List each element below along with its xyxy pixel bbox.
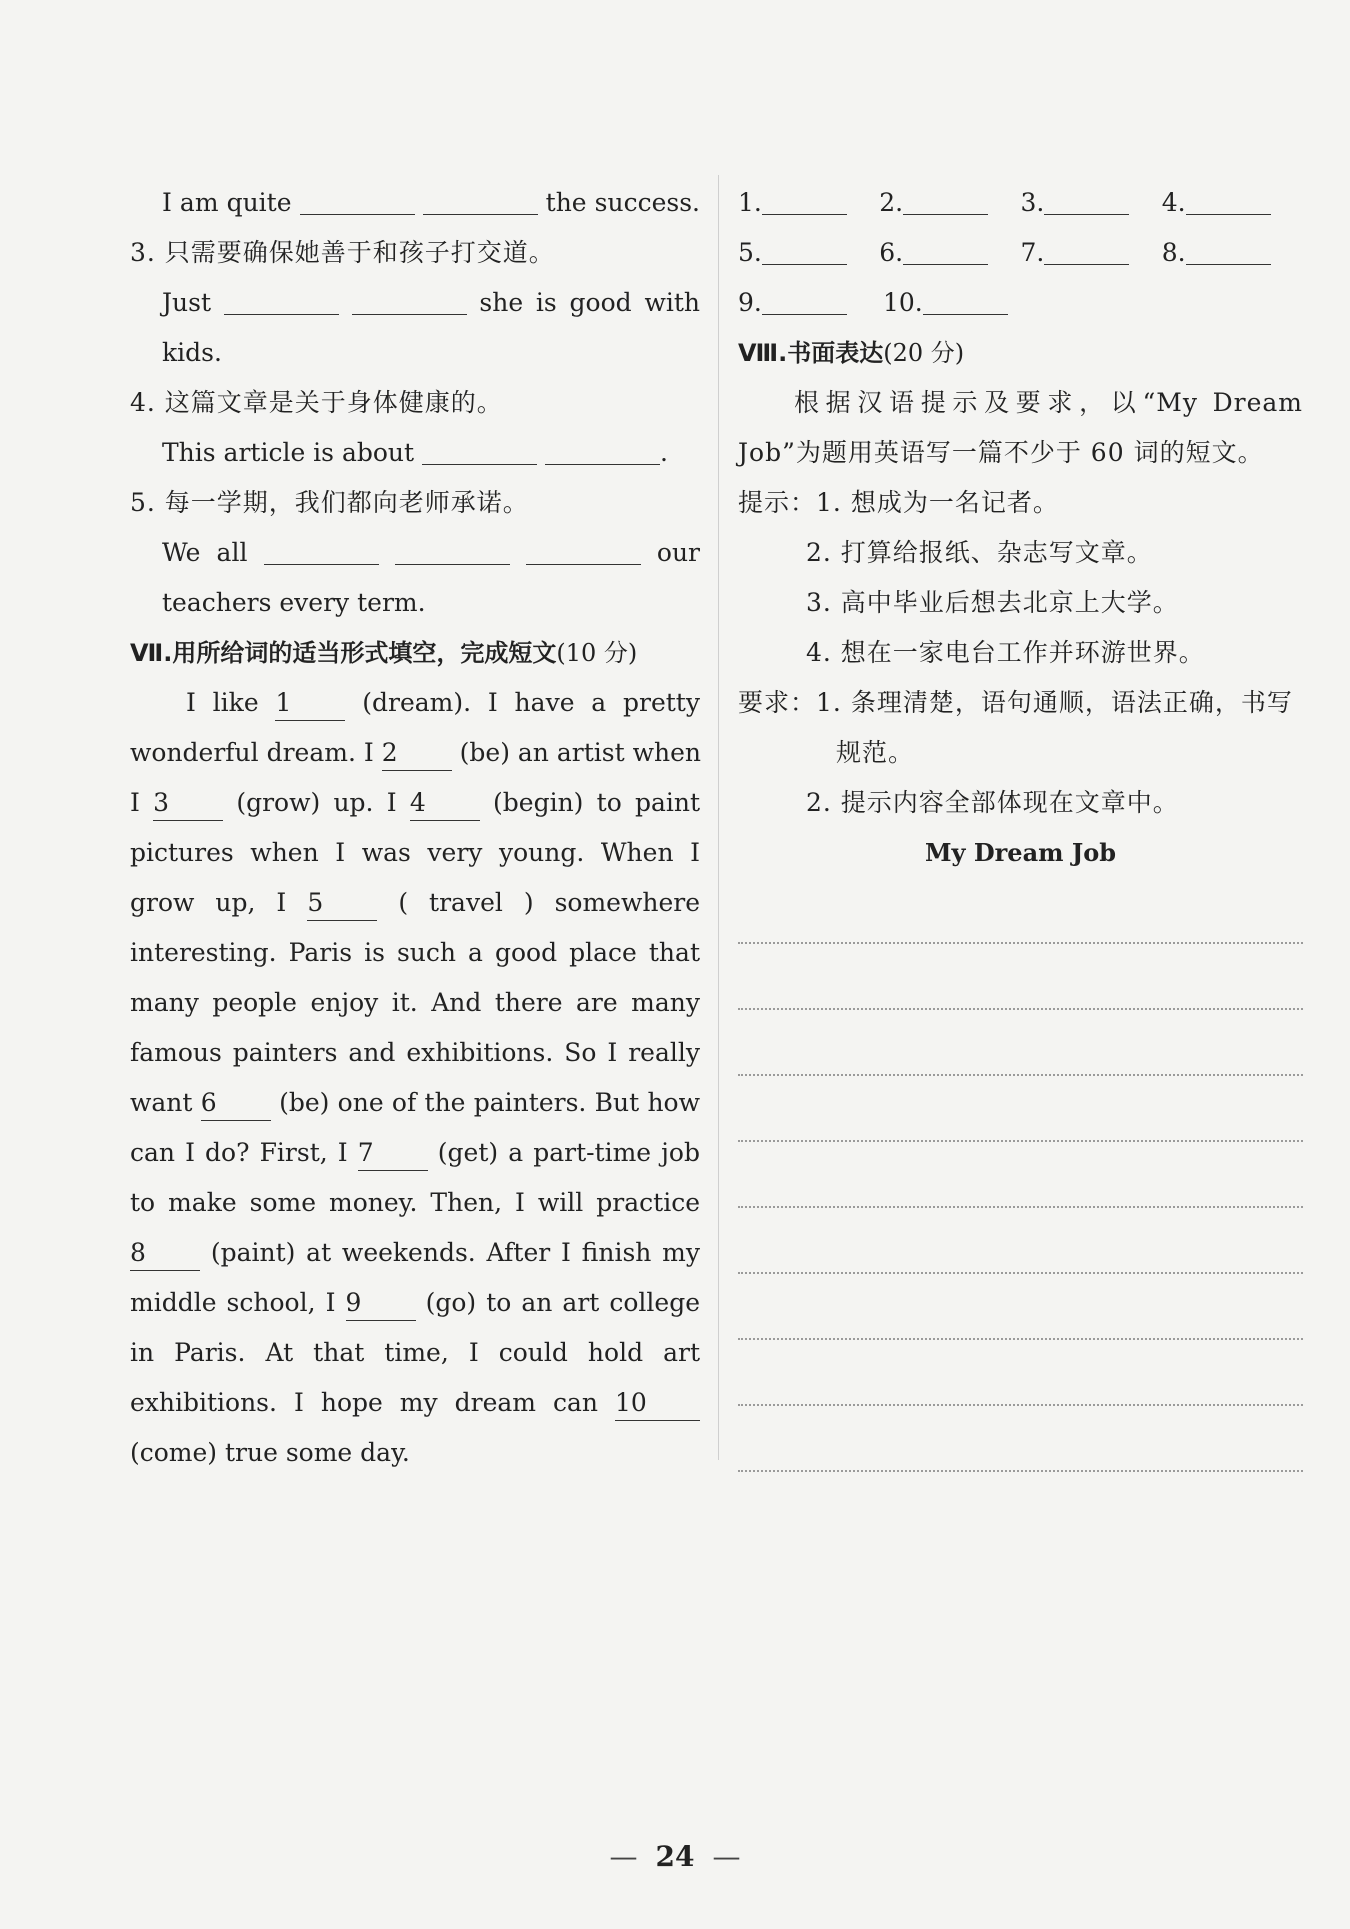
passage-line-3 — [130, 778, 700, 828]
left-column — [130, 178, 700, 1478]
answer-item-7 — [1021, 228, 1162, 278]
answer-label: 10. — [883, 288, 923, 317]
passage-text: (go) to an art college — [425, 1288, 701, 1317]
q5-english-line — [130, 528, 700, 578]
passage-line-5 — [130, 878, 700, 928]
dash-right: — — [712, 1840, 741, 1873]
writing-line[interactable] — [738, 1208, 1303, 1274]
instruction-line-1: 根据汉语提示及要求，以“My Dream — [794, 388, 1303, 417]
writing-line[interactable] — [738, 944, 1303, 1010]
passage-text: (get) a part-time job — [437, 1138, 700, 1167]
cloze-blank-3[interactable]: 3 — [153, 786, 223, 821]
right-column — [738, 178, 1303, 1472]
answer-label: 7. — [1020, 238, 1045, 267]
hint-item: 1. 想成为一名记者。 — [816, 488, 1059, 517]
instruction-line-2: Job”为题用英语写一篇不少于 60 词的短文。 — [738, 438, 1264, 467]
answer-item-2 — [879, 178, 1020, 228]
q3-english-line — [130, 278, 700, 328]
writing-line[interactable] — [738, 1010, 1303, 1076]
passage-line-16: (come) true some day. — [130, 1438, 410, 1467]
answer-blank-2[interactable] — [903, 184, 988, 215]
cloze-blank-4[interactable]: 4 — [410, 786, 480, 821]
section-8-score: (20 分) — [883, 339, 965, 367]
q4-text-pre: This article is about — [162, 438, 415, 467]
answer-row-3 — [738, 278, 1303, 328]
passage-text: (grow) up. I — [236, 788, 397, 817]
passage-text: exhibitions. I hope my dream can — [130, 1388, 598, 1417]
q2-blank-2[interactable] — [423, 184, 538, 215]
q2-english-line — [130, 178, 700, 228]
q4-english-line — [130, 428, 700, 478]
answer-row-1 — [738, 178, 1303, 228]
cloze-blank-9[interactable]: 9 — [346, 1286, 416, 1321]
q5-continuation: teachers every term. — [162, 588, 426, 617]
writing-line[interactable] — [738, 1076, 1303, 1142]
cloze-blank-10[interactable]: 10 — [615, 1386, 700, 1421]
answer-blank-9[interactable] — [762, 284, 847, 315]
cloze-blank-7[interactable]: 7 — [358, 1136, 428, 1171]
q5-chinese: 5. 每一学期，我们都向老师承诺。 — [130, 488, 529, 517]
cloze-blank-8[interactable]: 8 — [130, 1236, 200, 1271]
writing-line[interactable] — [738, 1142, 1303, 1208]
requirement-line-2: 2. 提示内容全部体现在文章中。 — [806, 788, 1179, 817]
hint-line-3: 3. 高中毕业后想去北京上大学。 — [806, 588, 1179, 617]
cloze-blank-6[interactable]: 6 — [201, 1086, 271, 1121]
q4-text-post: . — [659, 438, 668, 467]
dash-left: — — [609, 1840, 638, 1873]
passage-text: wonderful dream. I — [130, 738, 374, 767]
hint-line-4: 4. 想在一家电台工作并环游世界。 — [806, 638, 1205, 667]
passage-text: (begin) to paint — [493, 788, 701, 817]
answer-label: 4. — [1161, 188, 1186, 217]
section-8-title: 书面表达 — [787, 339, 884, 367]
answer-label: 9. — [738, 288, 762, 317]
answer-label: 6. — [879, 238, 904, 267]
answer-item-5 — [738, 228, 879, 278]
requirement-item: 1. 条理清楚，语句通顺，语法正确，书写 — [816, 688, 1293, 717]
answer-blank-1[interactable] — [762, 184, 847, 215]
q2-text-post: the success. — [545, 188, 700, 217]
answer-label: 1. — [738, 188, 762, 217]
passage-line-9 — [130, 1078, 700, 1128]
requirement-label: 要求： — [738, 688, 817, 717]
requirement-line-1-cont: 规范。 — [836, 738, 915, 767]
q5-blank-3[interactable] — [526, 534, 641, 565]
section-7-title: 用所给词的适当形式填空，完成短文 — [172, 639, 557, 667]
q3-blank-2[interactable] — [352, 284, 467, 315]
hint-line-2: 2. 打算给报纸、杂志写文章。 — [806, 538, 1153, 567]
passage-line-15 — [130, 1378, 700, 1428]
answer-item-8 — [1162, 228, 1303, 278]
passage-line-12 — [130, 1228, 700, 1278]
writing-line[interactable] — [738, 1340, 1303, 1406]
q3-text-pre: Just — [162, 288, 211, 317]
essay-title: My Dream Job — [924, 838, 1117, 867]
answer-label: 5. — [738, 238, 762, 267]
writing-line[interactable] — [738, 878, 1303, 944]
cloze-blank-5[interactable]: 5 — [307, 886, 377, 921]
writing-line[interactable] — [738, 1274, 1303, 1340]
passage-text: I like — [186, 688, 259, 717]
answer-item-1 — [738, 178, 879, 228]
passage-text: grow up, I — [130, 888, 287, 917]
answer-row-2 — [738, 228, 1303, 278]
passage-line-10 — [130, 1128, 700, 1178]
passage-line-13 — [130, 1278, 700, 1328]
hint-label: 提示： — [738, 488, 817, 517]
q3-blank-1[interactable] — [224, 284, 339, 315]
column-divider — [718, 175, 719, 1460]
passage-line-11: to make some money. Then, I will practice — [130, 1188, 700, 1217]
passage-text: middle school, I — [130, 1288, 336, 1317]
requirement-line-1 — [738, 678, 1303, 728]
passage-text: want — [130, 1088, 193, 1117]
passage-line-6: interesting. Paris is such a good place that — [130, 938, 700, 967]
answer-blank-8[interactable] — [1186, 234, 1271, 265]
q5-text-pre: We all — [162, 538, 248, 567]
passage-line-1 — [130, 678, 700, 728]
answer-item-3 — [1021, 178, 1162, 228]
section-8-number: Ⅷ. — [738, 339, 788, 367]
passage-line-2 — [130, 728, 700, 778]
page-number-value: 24 — [655, 1840, 695, 1873]
passage-text: I — [130, 788, 140, 817]
q4-blank-2[interactable] — [545, 434, 660, 465]
writing-area[interactable] — [738, 878, 1303, 1472]
q4-chinese: 4. 这篇文章是关于身体健康的。 — [130, 388, 503, 417]
passage-text: (be) one of the painters. But how — [279, 1088, 701, 1117]
q2-text-pre: I am quite — [162, 188, 292, 217]
q5-blank-2[interactable] — [395, 534, 510, 565]
answer-blank-7[interactable] — [1044, 234, 1129, 265]
passage-line-4: pictures when I was very young. When I — [130, 838, 700, 867]
passage-line-8: famous painters and exhibitions. So I really — [130, 1038, 700, 1067]
passage-line-7: many people enjoy it. And there are many — [130, 988, 700, 1017]
passage-text: ( travel ) somewhere — [398, 888, 701, 917]
q3-continuation: kids. — [162, 338, 222, 367]
q3-chinese: 3. 只需要确保她善于和孩子打交道。 — [130, 238, 555, 267]
section-7-number: Ⅶ. — [130, 639, 173, 667]
answer-item-4 — [1162, 178, 1303, 228]
answer-item-9 — [738, 278, 883, 328]
answer-blank-4[interactable] — [1186, 184, 1271, 215]
answer-blank-6[interactable] — [903, 234, 988, 265]
answer-item-10 — [883, 278, 1028, 328]
passage-text: (dream). I have a pretty — [362, 688, 700, 717]
answer-label: 8. — [1161, 238, 1186, 267]
section-8-heading — [738, 328, 1303, 378]
writing-line[interactable] — [738, 1406, 1303, 1472]
answer-blank-3[interactable] — [1044, 184, 1129, 215]
q3-text-post: she is good with — [479, 288, 700, 317]
section-7-score: (10 分) — [556, 639, 638, 667]
answer-blank-10[interactable] — [923, 284, 1008, 315]
page-number — [0, 1840, 1350, 1873]
answer-label: 3. — [1020, 188, 1045, 217]
q5-blank-1[interactable] — [264, 534, 379, 565]
passage-text: (be) an artist when — [459, 738, 701, 767]
q2-blank-1[interactable] — [300, 184, 415, 215]
cloze-blank-2[interactable]: 2 — [382, 736, 452, 771]
section-7-heading — [130, 628, 700, 678]
passage-line-14: in Paris. At that time, I could hold art — [130, 1338, 700, 1367]
passage-text: can I do? First, I — [130, 1138, 348, 1167]
q4-blank-1[interactable] — [422, 434, 537, 465]
answer-label: 2. — [879, 188, 904, 217]
q5-text-post: our — [656, 538, 700, 567]
hint-line-1 — [738, 478, 1303, 528]
cloze-blank-1[interactable]: 1 — [275, 686, 345, 721]
answer-item-6 — [879, 228, 1020, 278]
passage-text: (paint) at weekends. After I finish my — [210, 1238, 700, 1267]
answer-blank-5[interactable] — [762, 234, 847, 265]
